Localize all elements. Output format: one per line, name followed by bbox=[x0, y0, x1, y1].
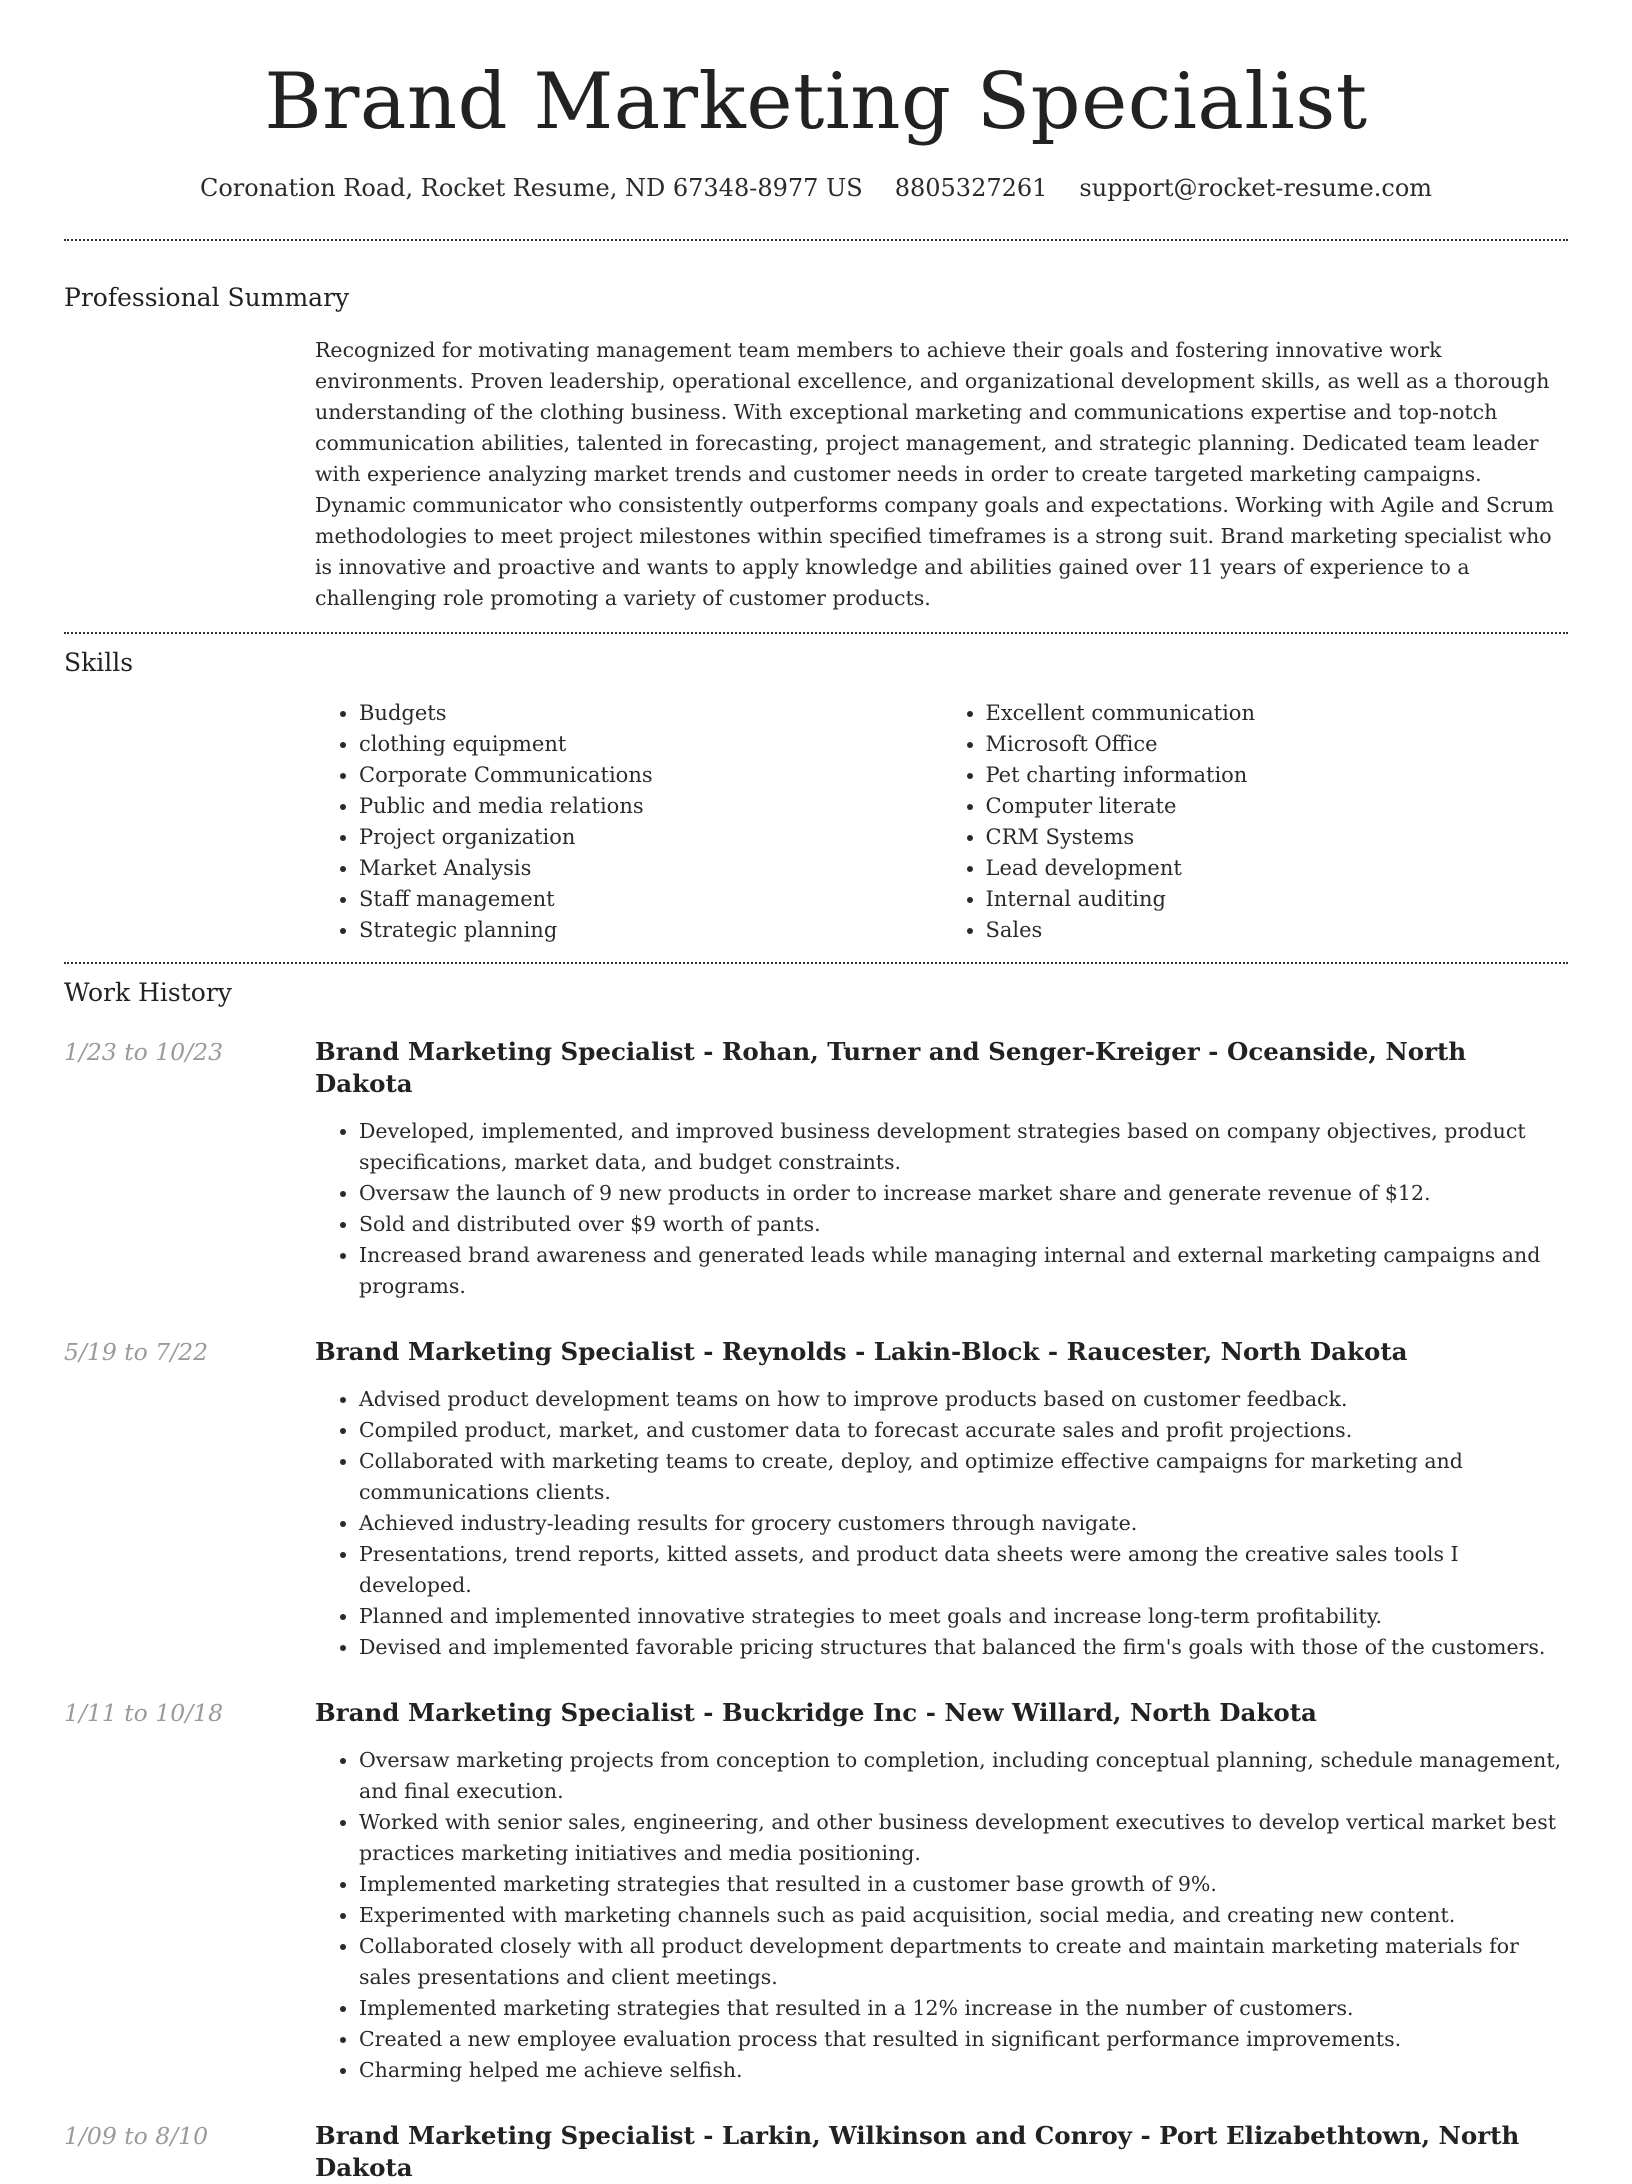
skill-item: • clothing equipment bbox=[359, 729, 942, 760]
job-bullets bbox=[315, 1384, 1568, 1663]
skill-item: • Budgets bbox=[359, 698, 942, 729]
skill-item: • Computer literate bbox=[986, 791, 1569, 822]
divider-skills bbox=[64, 962, 1568, 964]
job-bullet: • Compiled product, market, and customer data to forecast accurate sales and profit projections. bbox=[359, 1415, 1568, 1446]
job-bullet: • Devised and implemented favorable pricing structures that balanced the firm's goals with those of the customers. bbox=[359, 1632, 1568, 1663]
job-bullets bbox=[315, 1745, 1568, 2086]
candidate-name: Brand Marketing Specialist bbox=[264, 57, 1368, 147]
job-dates: 5/19 to 7/22 bbox=[64, 1338, 209, 1366]
job-entry bbox=[64, 1036, 1568, 1302]
divider-summary bbox=[64, 632, 1568, 634]
skill-item: • Lead development bbox=[986, 853, 1569, 884]
job-bullet: • Implemented marketing strategies that resulted in a customer base growth of 9%. bbox=[359, 1869, 1568, 1900]
skills-title: Skills bbox=[64, 648, 134, 677]
job-bullet: • Collaborated closely with all product development departments to create and maintain marketing materials for sales presentations and client meetings. bbox=[359, 1931, 1568, 1993]
skill-item: • Project organization bbox=[359, 822, 942, 853]
skill-item: • Staff management bbox=[359, 884, 942, 915]
work-history-title: Work History bbox=[64, 978, 232, 1007]
job-entry bbox=[64, 1697, 1568, 2086]
job-bullet: • Developed, implemented, and improved business development strategies based on company objectives, product specifications, market data, and budget constraints. bbox=[359, 1116, 1568, 1178]
summary-text: Recognized for motivating management team members to achieve their goals and fostering innovative work environments. Proven leadership, operational excellence, and organizational development skills, as well as a thorough understanding of the clothing business. With exceptional marketing and communications expertise and top-notch communication abilities, talented in forecasting, project management, and strategic planning. Dedicated team leader with experience analyzing market trends and customer needs in order to create targeted marketing campaigns. Dynamic communicator who consistently outperforms company goals and expectations. Working with Agile and Scrum methodologies to meet project milestones within specified timeframes is a strong suit. Brand marketing specialist who is innovative and proactive and wants to apply knowledge and abilities gained over 11 years of experience to a challenging role promoting a variety of customer products. bbox=[315, 338, 1554, 610]
job-title: Brand Marketing Specialist - Rohan, Turner and Senger-Kreiger - Oceanside, North Dakota bbox=[315, 1037, 1467, 1098]
contact-line bbox=[64, 172, 1568, 204]
summary-section bbox=[64, 281, 1568, 614]
summary-title: Professional Summary bbox=[64, 283, 350, 312]
skill-item: • Internal auditing bbox=[986, 884, 1569, 915]
skill-item: • Market Analysis bbox=[359, 853, 942, 884]
job-bullet: • Experimented with marketing channels such as paid acquisition, social media, and creating new content. bbox=[359, 1900, 1568, 1931]
job-dates: 1/23 to 10/23 bbox=[64, 1038, 224, 1066]
skill-item: • Sales bbox=[986, 915, 1569, 946]
skill-item: • CRM Systems bbox=[986, 822, 1569, 853]
skills-list-left bbox=[315, 698, 942, 946]
contact-email: support@rocket-resume.com bbox=[1079, 174, 1433, 202]
resume-page bbox=[64, 0, 1568, 2184]
job-bullet: • Advised product development teams on how to improve products based on customer feedback. bbox=[359, 1384, 1568, 1415]
skill-item: • Corporate Communications bbox=[359, 760, 942, 791]
job-entry bbox=[64, 1336, 1568, 1663]
job-bullet: • Sold and distributed over $9 worth of pants. bbox=[359, 1209, 1568, 1240]
skill-item: • Public and media relations bbox=[359, 791, 942, 822]
work-history-section bbox=[64, 976, 1568, 2184]
job-dates: 1/11 to 10/18 bbox=[64, 1699, 224, 1727]
skill-item: • Excellent communication bbox=[986, 698, 1569, 729]
skill-item: • Microsoft Office bbox=[986, 729, 1569, 760]
job-bullet: • Created a new employee evaluation process that resulted in significant performance improvements. bbox=[359, 2024, 1568, 2055]
job-bullet: • Increased brand awareness and generated leads while managing internal and external marketing campaigns and programs. bbox=[359, 1240, 1568, 1302]
contact-phone: 8805327261 bbox=[894, 174, 1048, 202]
skill-item: • Pet charting information bbox=[986, 760, 1569, 791]
job-bullet: • Planned and implemented innovative strategies to meet goals and increase long-term profitability. bbox=[359, 1601, 1568, 1632]
job-bullet: • Oversaw marketing projects from conception to completion, including conceptual planning, schedule management, and final execution. bbox=[359, 1745, 1568, 1807]
job-title: Brand Marketing Specialist - Buckridge Inc - New Willard, North Dakota bbox=[315, 1698, 1317, 1727]
job-bullets bbox=[315, 1116, 1568, 1302]
job-bullet: • Worked with senior sales, engineering, and other business development executives to develop vertical market best practices marketing initiatives and media positioning. bbox=[359, 1807, 1568, 1869]
job-dates: 1/09 to 8/10 bbox=[64, 2122, 209, 2150]
job-bullet: • Presentations, trend reports, kitted assets, and product data sheets were among the creative sales tools I developed. bbox=[359, 1539, 1568, 1601]
job-bullet: • Oversaw the launch of 9 new products in order to increase market share and generate revenue of $12. bbox=[359, 1178, 1568, 1209]
skill-item: • Strategic planning bbox=[359, 915, 942, 946]
job-title: Brand Marketing Specialist - Larkin, Wilkinson and Conroy - Port Elizabethtown, North Dakota bbox=[315, 2121, 1520, 2182]
job-entry bbox=[64, 2120, 1568, 2184]
job-bullet: • Implemented marketing strategies that resulted in a 12% increase in the number of customers. bbox=[359, 1993, 1568, 2024]
contact-address: Coronation Road, Rocket Resume, ND 67348-8977 US bbox=[199, 174, 863, 202]
job-bullet: • Charming helped me achieve selfish. bbox=[359, 2055, 1568, 2086]
job-bullet: • Achieved industry-leading results for grocery customers through navigate. bbox=[359, 1508, 1568, 1539]
job-bullet: • Collaborated with marketing teams to create, deploy, and optimize effective campaigns for marketing and communications clients. bbox=[359, 1446, 1568, 1508]
skills-list-right bbox=[942, 698, 1569, 946]
job-title: Brand Marketing Specialist - Reynolds - Lakin-Block - Raucester, North Dakota bbox=[315, 1337, 1408, 1366]
skills-section bbox=[64, 646, 1568, 946]
divider-header bbox=[64, 239, 1568, 241]
